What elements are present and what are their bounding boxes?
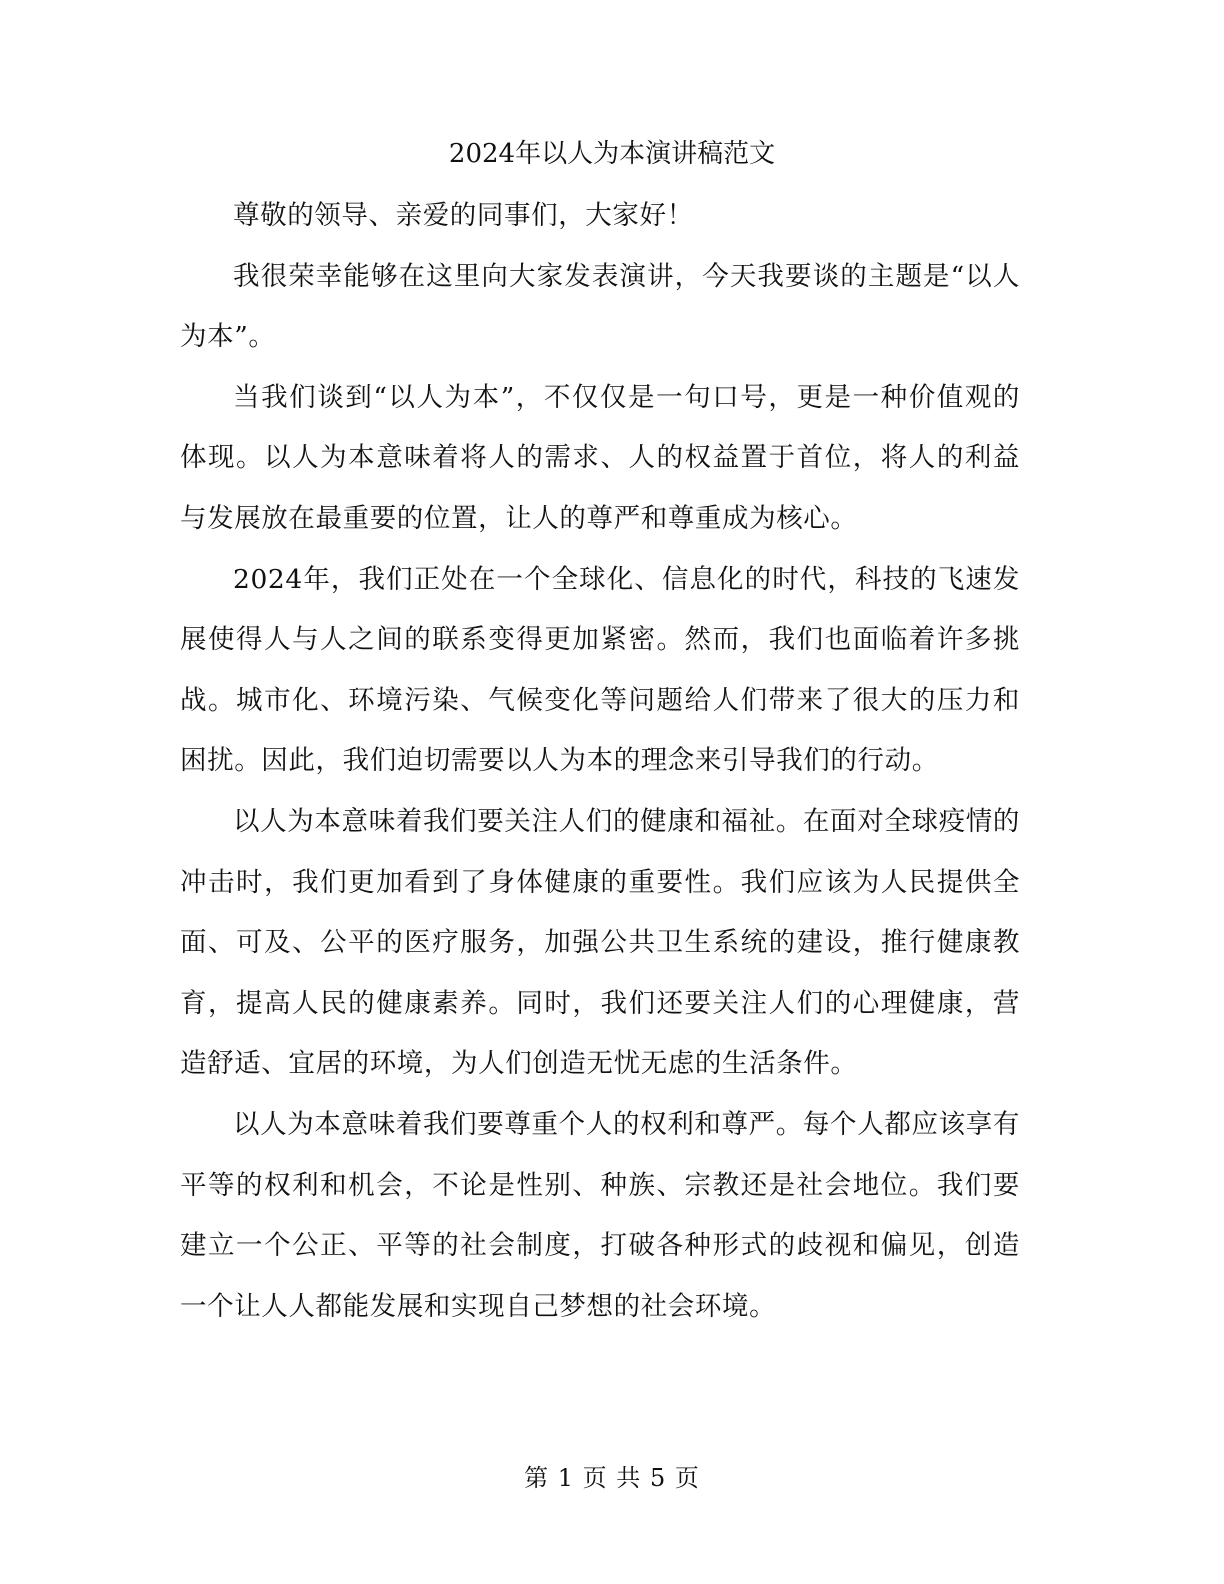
paragraph-intro: 我很荣幸能够在这里向大家发表演讲，今天我要谈的主题是“以人为本”。 [180, 260, 1020, 353]
document-body [180, 186, 1020, 1337]
paragraph-definition: 当我们谈到“以人为本”，不仅仅是一句口号，更是一种价值观的体现。以人为本意味着将人的需求、人的权益置于首位，将人的利益与发展放在最重要的位置，让人的尊严和尊重成为核心。 [180, 381, 1020, 534]
paragraph-greeting: 尊敬的领导、亲爱的同事们，大家好！ [233, 200, 694, 231]
page-number-footer: 第 1 页 共 5 页 [524, 1464, 700, 1492]
paragraph-context: 2024年，我们正处在一个全球化、信息化的时代，科技的飞速发展使得人与人之间的联系变得更加紧密。然而，我们也面临着许多挑战。城市化、环境污染、气候变化等问题给人们带来了很大的压力和困扰。因此，我们迫切需要以人为本的理念来引导我们的行动。 [180, 563, 1020, 777]
paragraph-rights: 以人为本意味着我们要尊重个人的权利和尊严。每个人都应该享有平等的权利和机会，不论是性别、种族、宗教还是社会地位。我们要建立一个公正、平等的社会制度，打破各种形式的歧视和偏见，创造一个让人人都能发展和实现自己梦想的社会环境。 [180, 1108, 1020, 1322]
document-title: 2024年以人为本演讲稿范文 [448, 139, 776, 169]
paragraph-health: 以人为本意味着我们要关注人们的健康和福祉。在面对全球疫情的冲击时，我们更加看到了身体健康的重要性。我们应该为人民提供全面、可及、公平的医疗服务，加强公共卫生系统的建设，推行健康教育，提高人民的健康素养。同时，我们还要关注人们的心理健康，营造舒适、宜居的环境，为人们创造无忧无虑的生活条件。 [180, 805, 1020, 1080]
